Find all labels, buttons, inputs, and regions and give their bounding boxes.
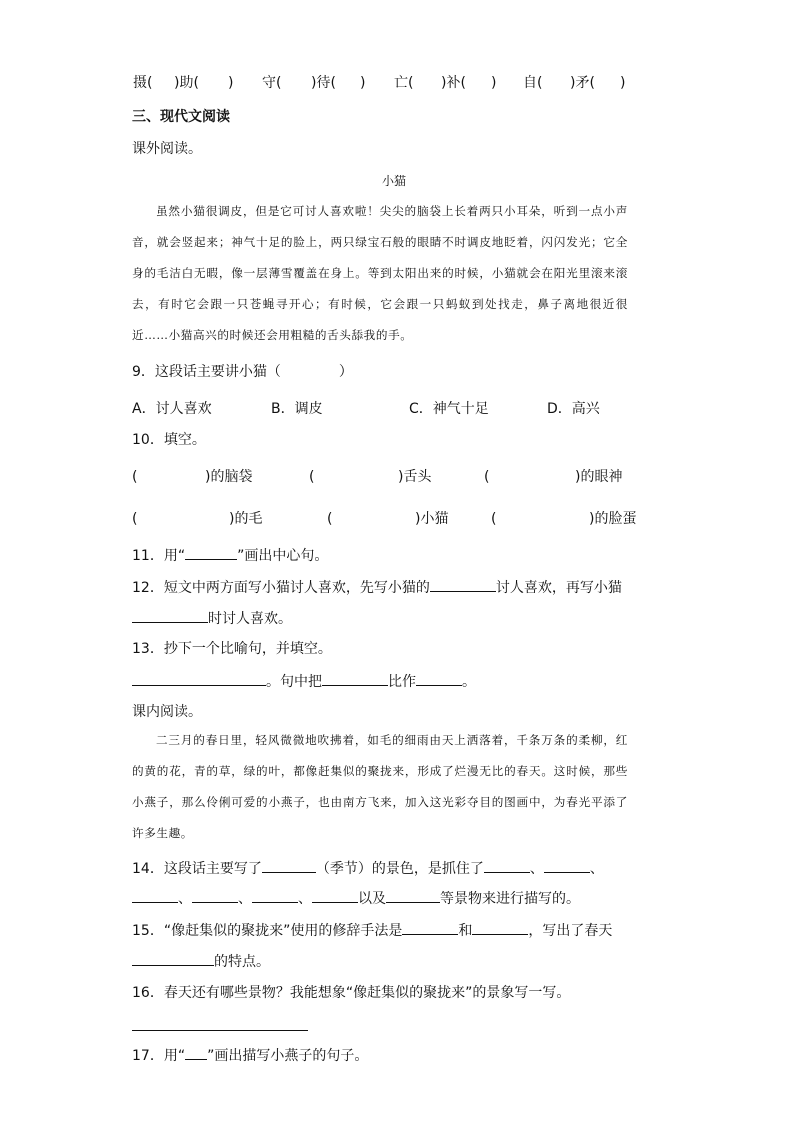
spring-paragraph: 二三月的春日里，轻风微微地吹拂着，如毛的细雨由天上洒落着，千条万条的柔柳，红的黄的花，青的草，绿的叶，都像赶集似的聚拢来，形成了烂漫无比的春天。这时候，那些小燕子，那么伶俐可爱的小燕子，也由南方飞来，加入这光彩夺目的图画中，为春光平添了许多生趣。	[132, 733, 628, 840]
fill-item: 守(	[262, 75, 282, 91]
question-16: 16．春天还有哪些景物？我能想象“像赶集似的聚拢来”的景象写一写。	[132, 985, 571, 1001]
fill-item: )	[491, 75, 497, 91]
question-12-line-2	[132, 608, 292, 629]
q14-blank[interactable]	[132, 888, 178, 903]
answer-line[interactable]	[132, 1030, 308, 1031]
q11-post: ”画出中心句。	[237, 548, 329, 564]
question-15	[132, 920, 612, 941]
q13-blank-3[interactable]	[416, 671, 462, 686]
paren-open: (	[132, 469, 138, 485]
fill-item: )补(	[441, 75, 466, 91]
q12-blank-2[interactable]	[132, 608, 208, 623]
q17-blank	[185, 1045, 207, 1060]
fill-item: 摄(	[133, 75, 153, 91]
q15-c: ，写出了春天	[528, 923, 613, 939]
fill-item: )待(	[311, 75, 336, 91]
fill-label: )舌头	[398, 469, 432, 485]
q12-line2: 时讨人喜欢。	[208, 611, 292, 627]
paren-open: (	[327, 511, 333, 527]
question-13: 13．抄下一个比喻句，并填空。	[132, 641, 332, 657]
extra-reading-label: 课外阅读。	[132, 141, 202, 157]
fill-item: )助(	[174, 75, 199, 91]
q13-blank-1[interactable]	[132, 671, 266, 686]
paren-open: (	[132, 511, 138, 527]
fill-label: )的脑袋	[205, 469, 253, 485]
q15-b: 和	[458, 923, 473, 939]
q12-post: 讨人喜欢，再写小猫	[495, 580, 622, 596]
fill-label: )的眼神	[575, 469, 623, 485]
q15-blank-3[interactable]	[132, 951, 214, 966]
q12-blank-1[interactable]	[430, 577, 496, 592]
fill-item: )	[620, 75, 626, 91]
q14-c: 、	[529, 861, 544, 877]
q14-blank[interactable]	[544, 858, 590, 873]
q14-blank[interactable]	[484, 858, 530, 873]
question-17	[132, 1045, 368, 1066]
q14-a: 14．这段话主要写了	[132, 861, 262, 877]
paren-open: (	[491, 511, 497, 527]
question-11	[132, 545, 328, 566]
question-15-line-2	[132, 951, 270, 972]
story-paragraph: 虽然小猫很调皮，但是它可讨人喜欢啦！尖尖的脑袋上长着两只小耳朵，听到一点小声音，就会竖起来；神气十足的脸上，两只绿宝石般的眼睛不时调皮地眨着，闪闪发光；它全身的毛洁白无暇，像一层薄雪覆盖在身上。等到太阳出来的时候，小猫就会在阳光里滚来滚去，有时它会跟一只苍蝇寻开心；有时候，它会跟一只蚂蚁到处找走，鼻子离地很近很近……小猫高兴的时候还会用粗糙的舌头舔我的手。	[132, 204, 628, 342]
option-c[interactable]: C．神气十足	[409, 401, 489, 417]
inner-reading-label: 课内阅读。	[132, 704, 202, 720]
q14-blank[interactable]	[386, 888, 440, 903]
q12-pre: 12．短文中两方面写小猫讨人喜欢，先写小猫的	[132, 580, 430, 596]
q9-close: ）	[338, 364, 353, 380]
q11-pre: 11．用“	[132, 548, 186, 564]
q14-and: 以及	[358, 891, 386, 907]
q14-sep: 、	[298, 891, 312, 907]
q13-c: 。	[462, 674, 476, 690]
q17-post: ”画出描写小燕子的句子。	[207, 1048, 369, 1064]
q15-blank-2[interactable]	[472, 920, 528, 935]
fill-item: )	[228, 75, 234, 91]
fill-item: 亡(	[394, 75, 414, 91]
q13-a: 。句中把	[266, 674, 322, 690]
question-9	[132, 362, 353, 382]
fill-item: )	[360, 75, 366, 91]
fill-label: )小猫	[415, 511, 449, 527]
section-title: 三、现代文阅读	[132, 109, 230, 125]
q14-blank[interactable]	[192, 888, 238, 903]
fill-item: 自(	[523, 75, 543, 91]
paren-open: (	[309, 469, 315, 485]
q17-pre: 17．用“	[132, 1048, 186, 1064]
story-title: 小猫	[382, 174, 407, 188]
fill-item: )矛(	[570, 75, 595, 91]
q15-a: 15．“像赶集似的聚拢来”使用的修辞手法是	[132, 923, 403, 939]
option-d[interactable]: D．高兴	[547, 401, 600, 417]
q14-b: （季节）的景色，是抓住了	[315, 861, 484, 877]
q11-blank	[185, 545, 237, 560]
q15-line2: 的特点。	[214, 954, 270, 970]
question-14	[132, 858, 604, 879]
question-14-line-2	[132, 888, 580, 909]
q13-blank-2[interactable]	[322, 671, 388, 686]
option-b[interactable]: B．调皮	[271, 401, 323, 417]
q14-sep: 、	[178, 891, 192, 907]
question-13-line	[132, 671, 476, 692]
fill-label: )的脸蛋	[589, 511, 637, 527]
q9-text: 9．这段话主要讲小猫（	[132, 364, 281, 380]
q14-sep: 、	[238, 891, 252, 907]
question-12	[132, 577, 622, 598]
q14-blank[interactable]	[262, 858, 316, 873]
option-a[interactable]: A．讨人喜欢	[132, 401, 212, 417]
q14-tail: 等景物来进行描写的。	[440, 891, 580, 907]
paren-open: (	[484, 469, 490, 485]
q13-b: 比作	[388, 674, 416, 690]
q14-blank[interactable]	[312, 888, 358, 903]
q14-d: 、	[589, 861, 604, 877]
q15-blank-1[interactable]	[402, 920, 458, 935]
q14-blank[interactable]	[252, 888, 298, 903]
question-10: 10．填空。	[132, 432, 206, 448]
fill-label: )的毛	[229, 511, 263, 527]
